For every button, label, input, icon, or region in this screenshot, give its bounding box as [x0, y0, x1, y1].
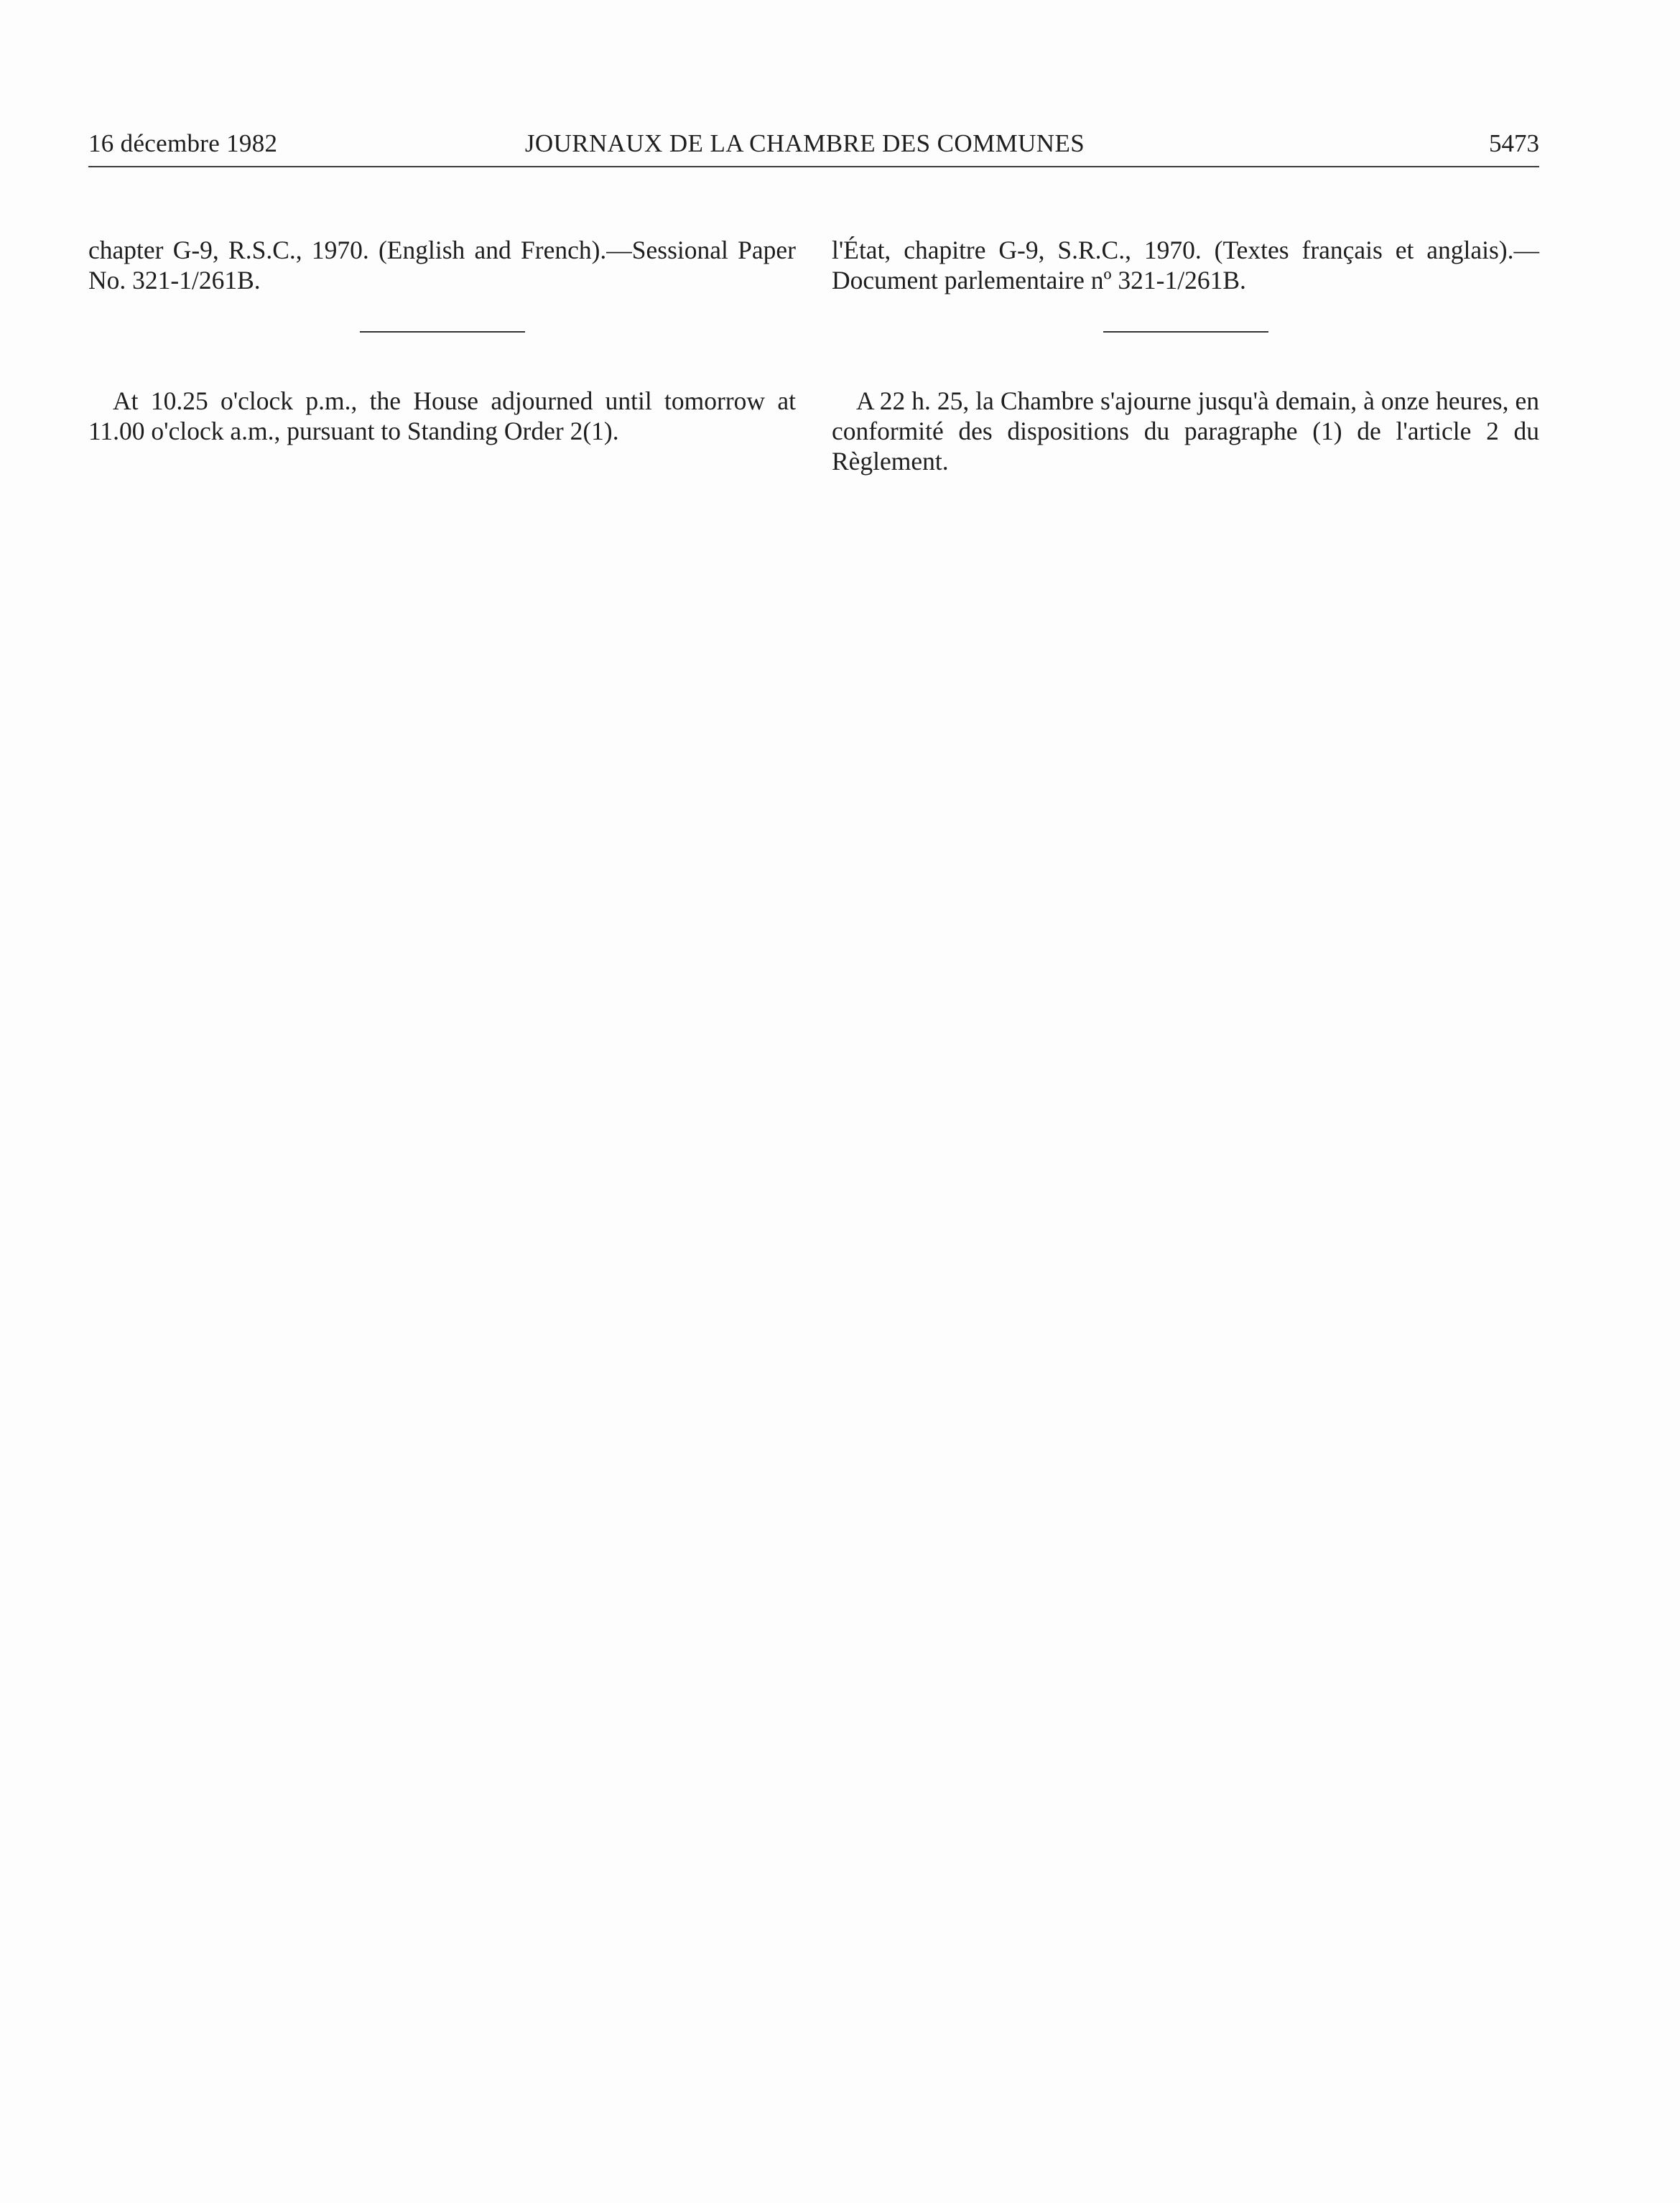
page-number: 5473 [1489, 129, 1539, 157]
english-column [88, 235, 796, 446]
english-adjournment-paragraph: At 10.25 o'clock p.m., the House adjourned until tomorrow at 11.00 o'clock a.m., pursuant to Standing Order 2(1). [88, 386, 796, 445]
french-adjournment-paragraph: A 22 h. 25, la Chambre s'ajourne jusqu'à demain, à onze heures, en conformité des dispositions du paragraphe (1) de l'article 2 du Règlement. [832, 386, 1539, 476]
header-title: JOURNAUX DE LA CHAMBRE DES COMMUNES [524, 129, 1085, 157]
french-entry-continuation: l'État, chapitre G-9, S.R.C., 1970. (Textes français et anglais).—Document parlementaire nº 321-1/261B. [832, 236, 1539, 294]
header-rule [88, 166, 1539, 167]
running-head [88, 124, 1539, 164]
english-separator-rule [360, 331, 525, 333]
french-separator-rule [1103, 331, 1268, 333]
english-entry-continuation: chapter G-9, R.S.C., 1970. (English and French).—Sessional Paper No. 321-1/261B. [88, 236, 796, 294]
french-column [832, 235, 1539, 476]
header-date: 16 décembre 1982 [88, 129, 278, 157]
